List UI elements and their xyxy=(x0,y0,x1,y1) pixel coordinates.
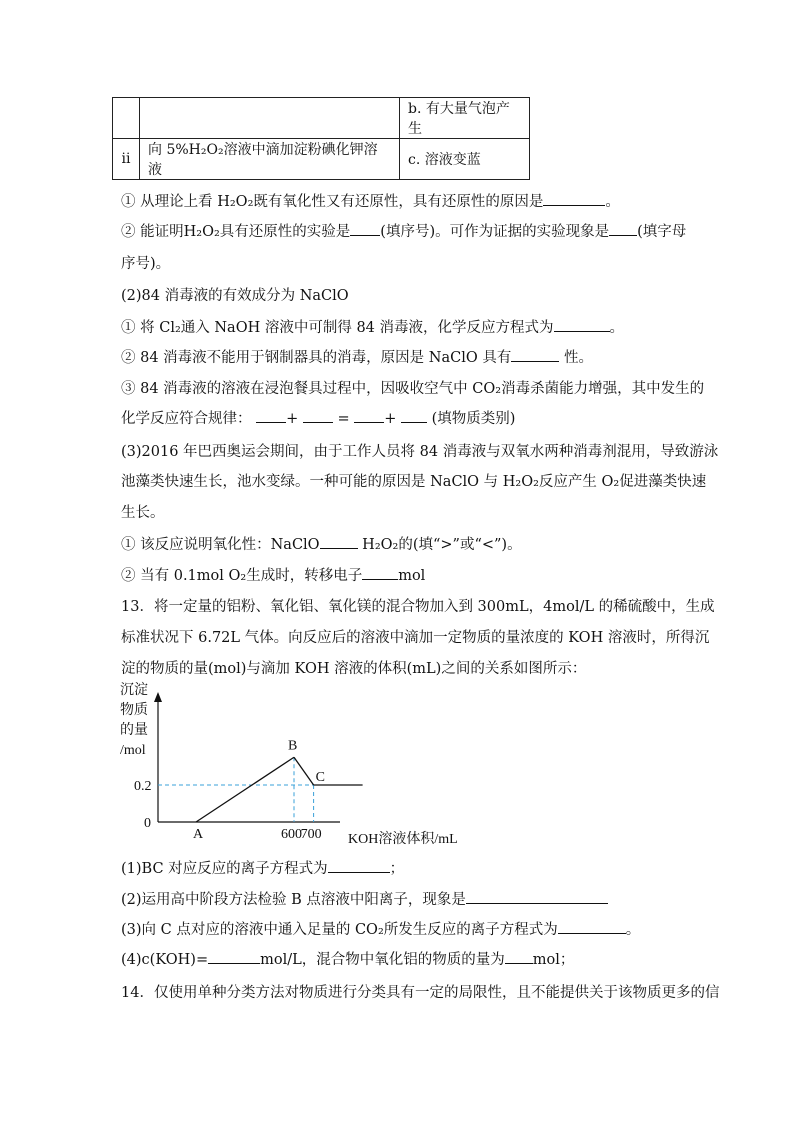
point-label-c: C xyxy=(315,770,325,785)
q12-section3-l3: 生长。 xyxy=(121,505,165,521)
answer-blank[interactable] xyxy=(350,221,380,236)
q12-s3-item1: ① 该反应说明氧化性：NaClO H₂O₂的(填“>”或“<”)。 xyxy=(121,533,522,554)
table-cell-action: 向 5%H₂O₂溶液中滴加淀粉碘化钾溶液 xyxy=(140,139,400,180)
answer-blank[interactable] xyxy=(328,858,390,873)
series-segment xyxy=(196,757,294,822)
q12-s3-item2: ② 当有 0.1mol O₂生成时，转移电子 mol xyxy=(121,564,425,585)
q13-stem-l2: 标准状况下 6.72L 气体。向反应后的溶液中滴加一定物质的量浓度的 KOH 溶液时，所得沉 xyxy=(121,630,710,646)
y-axis-label-line: /mol xyxy=(120,743,146,758)
q12-s2-item3-cont: 化学反应符合规律： + = + (填物质类别) xyxy=(121,407,515,428)
table-row xyxy=(113,139,530,180)
table-cell-num: ii xyxy=(113,139,140,180)
q13-sub1: (1)BC 对应反应的离子方程式为 ； xyxy=(121,857,404,878)
y-axis-label xyxy=(120,682,148,758)
q12-part1: ① 从理论上看 H₂O₂既有氧化性又有还原性，具有还原性的原因是 。 xyxy=(121,190,620,211)
table-cell-action xyxy=(140,98,400,139)
table-cell-num xyxy=(113,98,140,139)
q13-sub2: (2)运用高中阶段方法检验 B 点溶液中阳离子，现象是 xyxy=(121,888,608,909)
table-cell-observation: c. 溶液变蓝 xyxy=(400,139,530,180)
answer-blank[interactable] xyxy=(505,949,533,964)
answer-blank[interactable] xyxy=(256,408,286,423)
q12-section3-l1: (3)2016 年巴西奥运会期间，由于工作人员将 84 消毒液与双氧水两种消毒剂混用，导致游泳 xyxy=(121,444,719,460)
y-axis-label-line: 沉淀 xyxy=(120,683,148,698)
y-axis-arrow xyxy=(154,692,162,702)
point-label-b: B xyxy=(288,738,298,754)
table-row xyxy=(113,98,530,139)
q13-stem-l3: 淀的物质的量(mol)与滴加 KOH 溶液的体积(mL)之间的关系如图所示： xyxy=(121,661,587,677)
answer-blank[interactable] xyxy=(208,949,260,964)
q12-part2-cont: 序号)。 xyxy=(121,256,171,272)
answer-blank[interactable] xyxy=(543,191,605,206)
series-segment xyxy=(294,757,314,785)
answer-blank[interactable] xyxy=(554,317,610,332)
x-tick-label: 600 xyxy=(281,827,302,842)
table-cell-observation: b. 有大量气泡产生 xyxy=(400,98,530,139)
answer-blank[interactable] xyxy=(511,347,559,362)
y-tick-label: 0 xyxy=(144,816,151,831)
q13-stem-l1: 13．将一定量的铝粉、氧化铝、氧化镁的混合物加入到 300mL，4mol/L 的稀硫酸中，生成 xyxy=(121,599,715,615)
q12-s2-item2: ② 84 消毒液不能用于钢制器具的消毒，原因是 NaClO 具有 性。 xyxy=(121,346,593,367)
q12-s2-item1: ① 将 Cl₂通入 NaOH 溶液中可制得 84 消毒液，化学反应方程式为 。 xyxy=(121,316,624,337)
x-tick-label: 700 xyxy=(300,827,322,842)
answer-blank[interactable] xyxy=(320,534,358,549)
x-axis-label: KOH溶液体积/mL xyxy=(348,832,458,847)
q13-sub4: (4)c(KOH)= mol/L，混合物中氧化铝的物质的量为 mol； xyxy=(121,948,574,969)
answer-blank[interactable] xyxy=(303,408,333,423)
experiment-table xyxy=(112,97,530,180)
y-tick-label: 0.2 xyxy=(134,779,152,794)
answer-blank[interactable] xyxy=(362,565,398,580)
answer-blank[interactable] xyxy=(558,919,626,934)
answer-blank[interactable] xyxy=(609,221,637,236)
answer-blank[interactable] xyxy=(354,408,384,423)
q12-section2-title: (2)84 消毒液的有效成分为 NaClO xyxy=(121,288,349,304)
answer-blank[interactable] xyxy=(401,408,427,423)
point-label-a: A xyxy=(193,827,204,842)
precipitate-chart xyxy=(118,680,488,848)
q12-part2: ② 能证明H₂O₂具有还原性的实验是 (填序号)。可作为证据的实验现象是 (填字母 xyxy=(121,220,686,241)
q14-stem-l1: 14．仅使用单种分类方法对物质进行分类具有一定的局限性，且不能提供关于该物质更多的信 xyxy=(121,985,720,1001)
q12-section3-l2: 池藻类快速生长，池水变绿。一种可能的原因是 NaClO 与 H₂O₂反应产生 O₂促进藻类快速 xyxy=(121,474,707,490)
y-axis-label-line: 物质 xyxy=(120,703,148,718)
q13-sub3: (3)向 C 点对应的溶液中通入足量的 CO₂所发生反应的离子方程式为 。 xyxy=(121,918,640,939)
q12-s2-item3: ③ 84 消毒液的溶液在浸泡餐具过程中，因吸收空气中 CO₂消毒杀菌能力增强，其中发生的 xyxy=(121,381,705,397)
answer-blank[interactable] xyxy=(466,889,608,904)
y-axis-label-line: 的量 xyxy=(120,723,148,738)
